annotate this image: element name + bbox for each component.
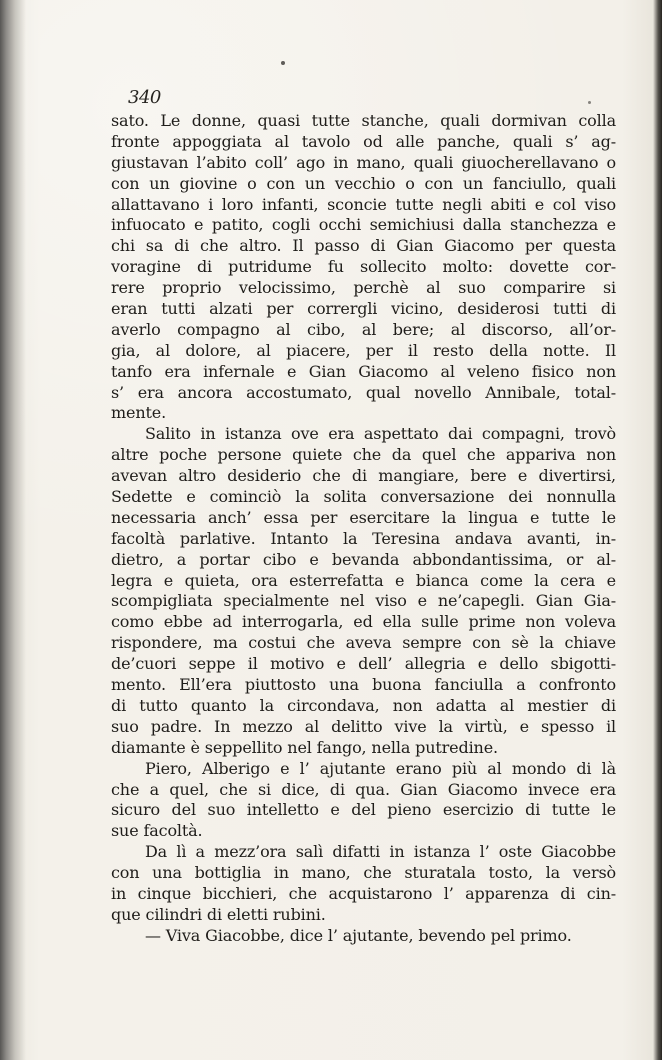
text-line: suo padre. In mezzo al delitto vive la virtù, e spesso il [111,716,616,736]
paragraph [111,759,616,843]
text-line: tanfo era infernale e Gian Giacomo al veleno fisico non [111,361,616,381]
body-text [111,111,616,947]
ink-speck [588,101,591,104]
text-line: que cilindri di eletti rubini. [111,904,326,924]
text-line: mente. [111,403,167,423]
text-line: — Viva Giacobbe, dice l’ ajutante, bevendo pel primo. [145,925,572,945]
page-number: 340 [128,87,161,108]
text-line: fronte appoggiata al tavolo od alle panche, quali s’ ag- [111,131,616,151]
text-line: s’ era ancora accostumato, qual novello Annibale, total- [111,382,616,402]
text-line: rispondere, ma costui che aveva sempre con sè la chiave [111,633,616,653]
text-line: eran tutti alzati per corrergli vicino, desiderosi tutti di [111,299,616,319]
paragraph [111,926,616,947]
text-line: diamante è seppellito nel fango, nella putredine. [111,737,498,757]
text-line: infuocato e patito, cogli occhi semichiusi dalla stanchezza e [111,215,616,235]
text-line: giustavan l’abito coll’ ago in mano, quali giuocherellavano o [111,152,616,172]
text-line: averlo compagno al cibo, al bere; al discorso, all’or- [111,319,616,339]
paragraph [111,842,616,926]
text-line: legra e quieta, ora esterrefatta e bianca come la cera e [111,570,616,590]
text-line: Da lì a mezz’ora salì difatti in istanza l’ oste Giacobbe [145,842,616,862]
text-line: rere proprio velocissimo, perchè al suo comparire si [111,278,616,298]
text-line: necessaria anch’ essa per esercitare la lingua e tutte le [111,507,616,527]
text-line: in cinque bicchieri, che acquistarono l’ apparenza di cin- [111,883,616,903]
text-line: avevan altro desiderio che di mangiare, bere e divertirsi, [111,466,616,486]
text-line: allattavano i loro infanti, sconcie tutte negli abiti e col viso [111,194,616,214]
text-line: di tutto quanto la circondava, non adatta al mestier di [111,695,616,715]
text-line: scompigliata specialmente nel viso e ne’capegli. Gian Gia- [111,591,616,611]
text-line: facoltà parlative. Intanto la Teresina andava avanti, in- [111,528,616,548]
text-line: Salito in istanza ove era aspettato dai compagni, trovò [145,424,616,444]
text-line: Sedette e cominciò la solita conversazione dei nonnulla [111,487,616,507]
text-line: altre poche persone quiete che da quel che appariva non [111,445,616,465]
paragraph [111,111,616,424]
text-line: sato. Le donne, quasi tutte stanche, quali dormivan colla [111,111,616,130]
text-line: che a quel, che si dice, di qua. Gian Giacomo invece era [111,779,616,799]
text-line: chi sa di che altro. Il passo di Gian Giacomo per questa [111,236,616,256]
binding-shadow [0,0,26,1060]
paragraph [111,424,616,758]
page-edge-shadow [653,0,662,1060]
text-line: con un giovine o con un vecchio o con un fanciullo, quali [111,173,616,193]
text-line: gia, al dolore, al piacere, per il resto della notte. Il [111,340,616,360]
text-line: sicuro del suo intelletto e del pieno esercizio di tutte le [111,800,616,820]
text-line: Piero, Alberigo e l’ ajutante erano più al mondo di là [145,758,616,778]
text-line: voragine di putridume fu sollecito molto: dovette cor- [111,257,616,277]
text-line: sue facoltà. [111,821,203,841]
text-line: con una bottiglia in mano, che sturatala tosto, la versò [111,863,616,883]
text-line: dietro, a portar cibo e bevanda abbondantissima, or al- [111,549,616,569]
text-line: de’cuori seppe il motivo e dell’ allegria e dello sbigotti- [111,654,616,674]
ink-speck [281,61,285,65]
text-line: como ebbe ad interrogarla, ed ella sulle prime non voleva [111,612,616,632]
text-line: mento. Ell’era piuttosto una buona fanciulla a confronto [111,675,616,695]
